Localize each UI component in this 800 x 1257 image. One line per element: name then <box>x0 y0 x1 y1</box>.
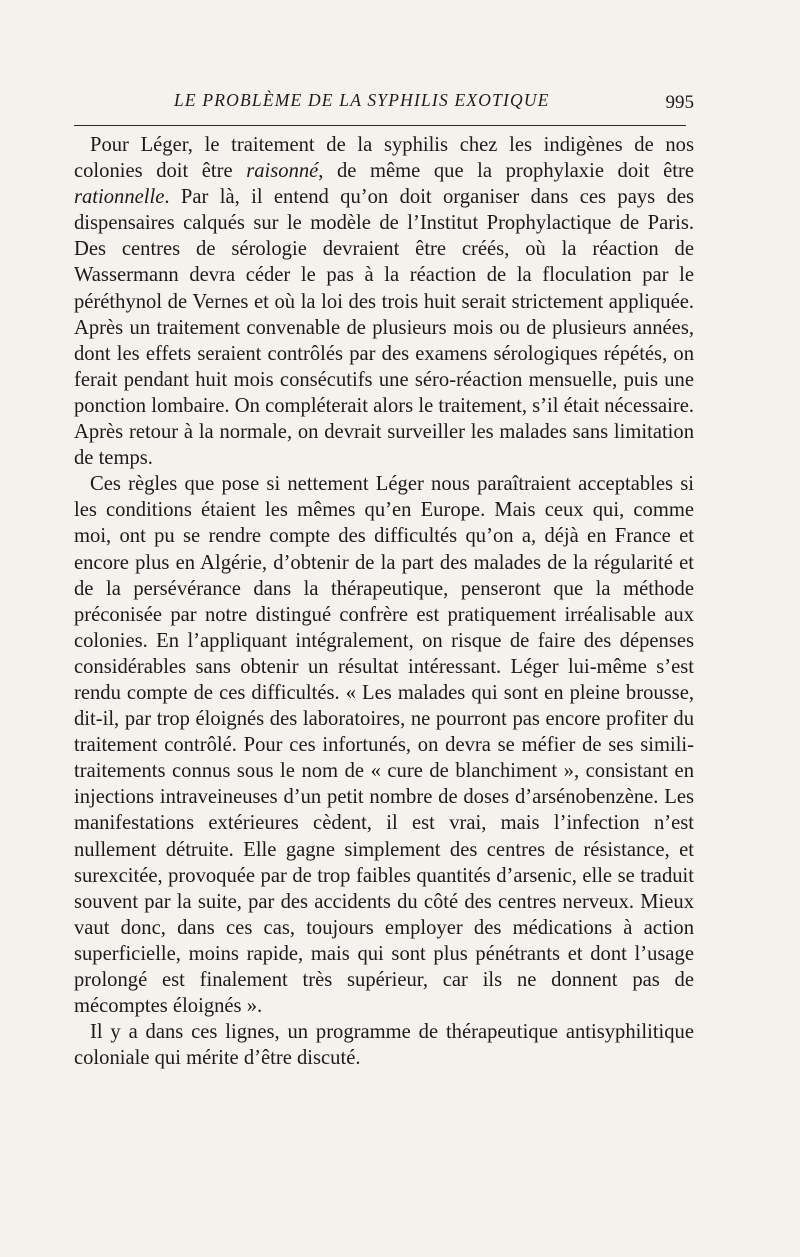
paragraph-1-part-1: Pour Léger, le traitement de la syphilis chez les indigènes de nos colonies doit être <box>74 134 694 183</box>
italic-raisonne: raisonné <box>246 160 319 183</box>
body-text <box>74 132 694 1071</box>
paragraph-2: Ces règles que pose si nettement Léger nous paraîtraient acceptables si les conditions étaient les mêmes qu’en Europe. Mais ceux qui, comme moi, ont pu se rendre compte des difficultés qu’on a, déjà en France et encore plus en Algérie, d’obtenir de la part des malades de la régularité et de la persévérance dans la thérapeutique, penseront que la méthode préconisée par notre distingué confrère est pratiquement irréalisable aux colonies. En l’appliquant intégralement, on risque de faire des dépenses considérables sans obtenir un résultat intéressant. Léger lui-même s’est rendu compte de ces difficultés. « Les malades qui sont en pleine brousse, dit-il, par trop éloignés des laboratoires, ne pourront pas encore profiter du traitement contrôlé. Pour ces infortunés, on devra se méfier de ses simili-traitements connus sous le nom de « cure de blanchiment », consistant en injections intraveineuses d’un petit nombre de doses d’arsénobenzène. Les manifestations extérieures cèdent, il est vrai, mais l’infection n’est nullement détruite. Elle gagne simplement des centres de résistance, et surexcitée, provoquée par de trop faibles quantités d’arsenic, elle se traduit souvent par la suite, par des accidents du côté des centres nerveux. Mieux vaut donc, dans ces cas, toujours employer des médications à action superficielle, moins rapide, mais qui sont plus pénétrants et dont l’usage prolongé est finalement très supérieur, car ils ne donnent pas de mécomptes éloignés ». <box>74 473 694 1018</box>
paragraph-1 <box>74 132 694 471</box>
page-number: 995 <box>665 92 694 113</box>
italic-rationnelle: rationnelle <box>74 186 165 209</box>
running-title: LE PROBLÈME DE LA SYPHILIS EXOTIQUE <box>174 90 550 110</box>
paragraph-1-part-3: . Par là, il entend qu’on doit organiser dans ces pays des dispensaires calqués sur le modèle de l’Institut Prophylactique de Paris. Des centres de sérologie devraient être créés, où la réaction de Wassermann devra céder le pas à la réaction de la floculation par le péréthynol de Vernes et où la loi des trois huit serait strictement appliquée. Après un traitement convenable de plusieurs mois ou de plusieurs années, dont les effets seraient contrôlés par des examens sérologiques répétés, on ferait pendant huit mois consécutifs une séro-réaction mensuelle, puis une ponction lombaire. On compléterait alors le traitement, s’il était nécessaire. Après retour à la normale, on devrait surveiller les malades sans limitation de temps. <box>74 186 694 470</box>
running-head <box>74 84 694 114</box>
paragraph-3: Il y a dans ces lignes, un programme de thérapeutique antisyphilitique coloniale qui mérite d’être discuté. <box>74 1021 694 1070</box>
paragraph-1-part-2: , de même que la prophylaxie doit être <box>318 160 694 183</box>
header-rule <box>74 125 686 126</box>
